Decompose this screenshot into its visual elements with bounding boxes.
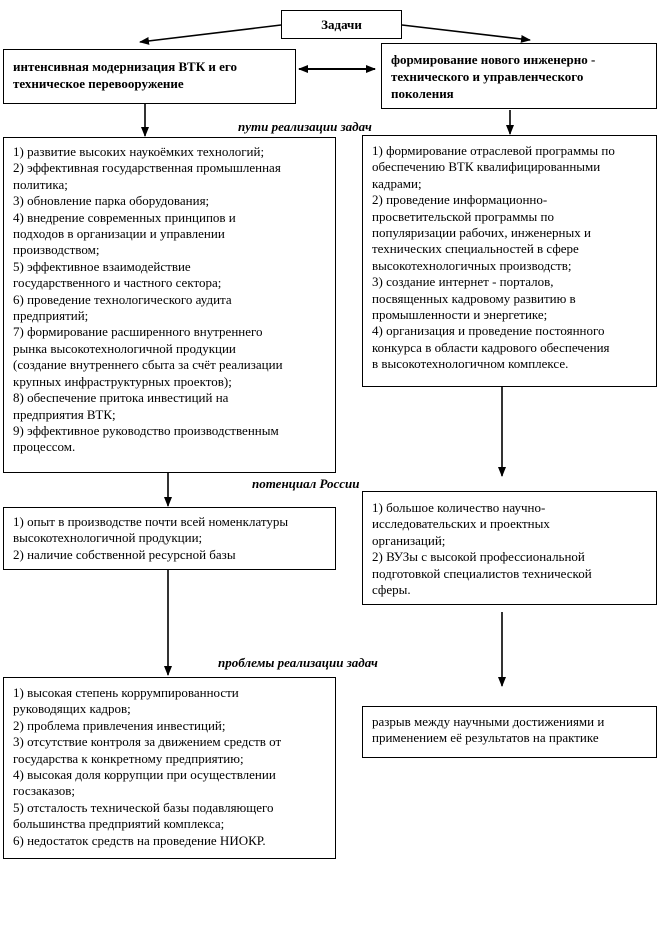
ways-left-item: 6) проведение технологического аудита	[13, 291, 232, 307]
ways-left-item: 7) формирование расширенного внутреннего	[13, 324, 263, 340]
potential-left-item: высокотехнологичной продукции;	[13, 530, 203, 546]
ways-left-item: 5) эффективное взаимодействие	[13, 258, 191, 274]
ways-right-item: посвященных кадровому развитию в	[372, 290, 576, 306]
ways-left-item: (создание внутреннего сбыта за счёт реализации	[13, 357, 283, 373]
arrow-title-to-left-task	[140, 25, 281, 42]
diagram-title: Задачи	[321, 17, 362, 32]
caption-problems: проблемы реализации задач	[218, 655, 378, 670]
potential-left-box	[3, 507, 336, 570]
problems-left-item: государства к конкретному предприятию;	[13, 750, 244, 766]
potential-right-item: исследовательских и проектных	[372, 516, 550, 532]
potential-right-item: организаций;	[372, 532, 446, 548]
ways-right-item: обеспечению ВТК квалифицированными	[372, 159, 601, 175]
problems-left-item: 3) отсутствие контроля за движением средств от	[13, 734, 282, 750]
ways-left-item: государственного и частного сектора;	[13, 275, 222, 291]
ways-right-item: 4) организация и проведение постоянного	[372, 323, 605, 339]
problems-left-item: руководящих кадров;	[13, 701, 131, 717]
caption-potential: потенциал России	[252, 476, 360, 491]
problems-right-item: разрыв между научными достижениями и	[372, 714, 605, 729]
problems-left-item: 1) высокая степень коррумпированности	[13, 685, 239, 700]
ways-left-item: процессом.	[13, 439, 76, 455]
problems-left-box	[3, 677, 336, 859]
ways-right-item: высокотехнологичных производств;	[372, 257, 572, 273]
ways-right-item: просветительской программы по	[372, 208, 554, 224]
caption-ways: пути реализации задач	[238, 119, 372, 134]
problems-left-item: 5) отсталость технической базы подавляющего	[13, 799, 274, 815]
problems-left-item: госзаказов;	[13, 783, 76, 799]
potential-right-item: 1) большое количество научно-	[372, 500, 546, 515]
ways-left-item: 3) обновление парка оборудования;	[13, 193, 210, 209]
ways-right-item: 2) проведение информационно-	[372, 192, 548, 208]
potential-right-item: подготовкой специалистов технической	[372, 565, 592, 581]
ways-left-box	[3, 137, 336, 473]
ways-left-item: рынка высокотехнологичной продукции	[13, 340, 236, 356]
ways-right-item: промышленности и энергетике;	[372, 307, 548, 323]
ways-right-item: кадрами;	[372, 175, 422, 191]
ways-right-item: популяризации рабочих, инженерных и	[372, 225, 591, 241]
arrow-title-to-right-task	[402, 25, 530, 40]
ways-left-item: производством;	[13, 242, 100, 258]
ways-left-item: политика;	[13, 176, 68, 192]
task-left-line: техническое перевооружение	[13, 76, 184, 91]
ways-left-item: крупных инфраструктурных проектов);	[13, 373, 232, 389]
problems-right-box	[362, 706, 657, 758]
task-left-line: интенсивная модернизация ВТК и его	[13, 59, 237, 74]
ways-left-item: предприятий;	[13, 308, 89, 324]
task-right-box	[381, 43, 657, 109]
ways-left-item: предприятия ВТК;	[13, 406, 116, 422]
task-right-line: формирование нового инженерно -	[391, 52, 596, 67]
potential-left-item: 1) опыт в производстве почти всей номенклатуры	[13, 514, 289, 529]
potential-left-item: 2) наличие собственной ресурсной базы	[13, 546, 236, 562]
ways-right-item: 3) создание интернет - порталов,	[372, 274, 554, 290]
problems-left-item: 6) недостаток средств на проведение НИОКР.	[13, 832, 266, 848]
ways-left-item: 2) эффективная государственная промышленная	[13, 160, 281, 176]
ways-left-item: подходов в организации и управлении	[13, 226, 225, 242]
ways-left-item: 9) эффективное руководство производственным	[13, 422, 279, 438]
ways-right-box	[362, 135, 657, 387]
title-box	[281, 10, 402, 39]
problems-left-item: 2) проблема привлечения инвестиций;	[13, 717, 226, 733]
ways-left-item: 8) обеспечение притока инвестиций на	[13, 390, 229, 406]
potential-right-box	[362, 491, 657, 605]
problems-right-item: применением её результатов на практике	[372, 730, 599, 746]
potential-right-item: 2) ВУЗы с высокой профессиональной	[372, 549, 585, 565]
ways-left-item: 1) развитие высоких наукоёмких технологий;	[13, 144, 265, 159]
ways-right-item: конкурса в области кадрового обеспечения	[372, 339, 610, 355]
ways-right-item: 1) формирование отраслевой программы по	[372, 143, 615, 158]
task-right-line: поколения	[391, 86, 454, 101]
ways-left-item: 4) внедрение современных принципов и	[13, 209, 236, 225]
task-left-box	[3, 49, 296, 104]
problems-left-item: большинства предприятий комплекса;	[13, 816, 225, 832]
ways-right-item: в высокотехнологичном комплексе.	[372, 356, 569, 372]
potential-right-item: сферы.	[372, 582, 411, 598]
problems-left-item: 4) высокая доля коррупции при осуществлении	[13, 767, 276, 783]
ways-right-item: технических специальностей в сфере	[372, 241, 579, 257]
task-right-line: технического и управленческого	[391, 69, 584, 84]
